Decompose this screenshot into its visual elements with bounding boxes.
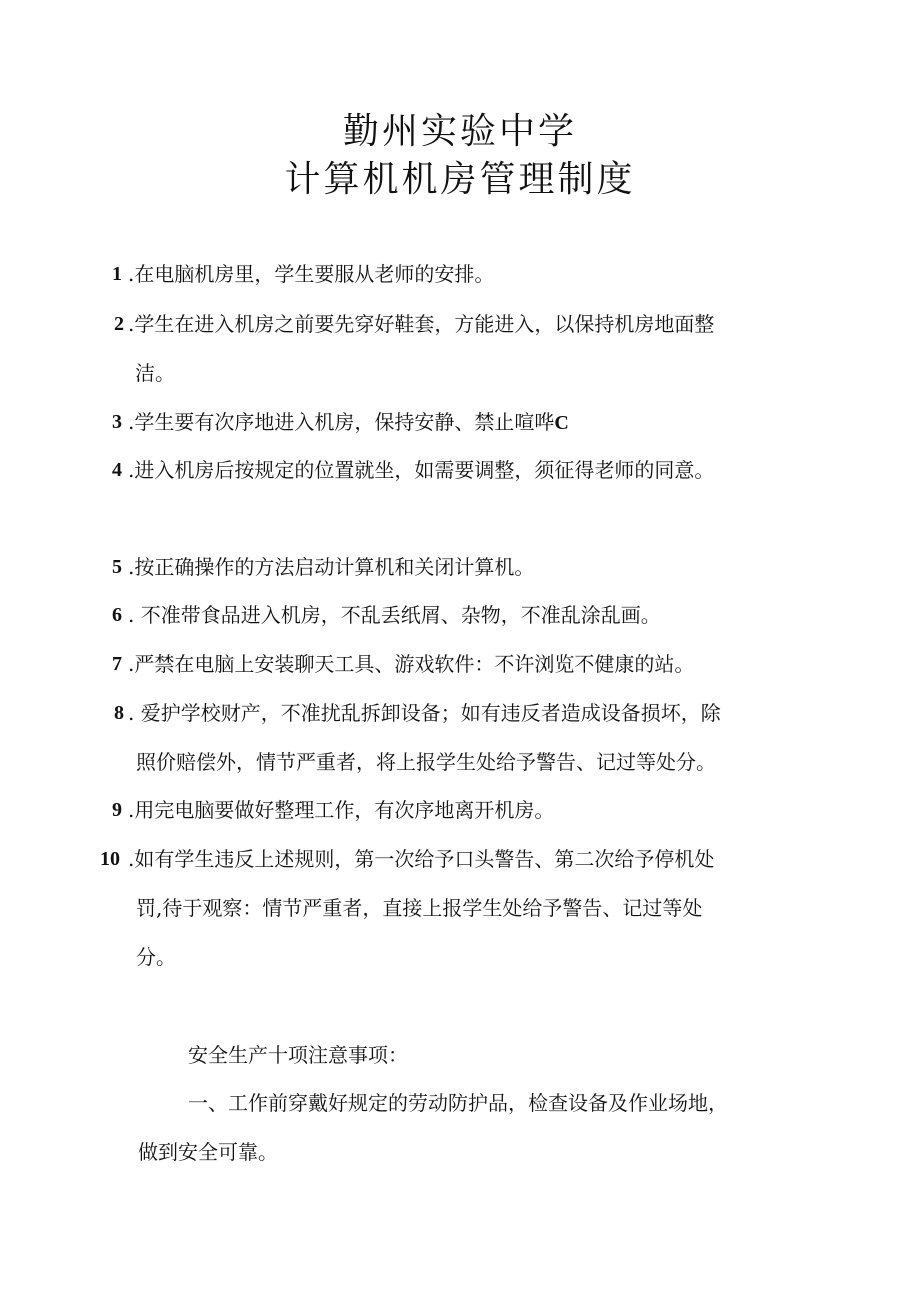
rule-text: .如有学生违反上述规则，第一次给予口头警告、第二次给予停机处 [128, 847, 715, 871]
safety-heading: 安全生产十项注意事项： [188, 1043, 408, 1067]
rule-text: . 爱护学校财产，不准扰乱拆卸设备；如有违反者造成设备损坏，除 [128, 701, 721, 725]
rule-text: .学生在进入机房之前要先穿好鞋套，方能进入，以保持机房地面整 [128, 312, 715, 336]
rule-number: 1 [112, 263, 122, 285]
school-name: 勤州实验中学 [342, 111, 577, 152]
rule-text: .学生要有次序地进入机房，保持安静、禁止喧哗 [128, 410, 555, 434]
safety-item-text: 一、工作前穿戴好规定的劳动防护品，检查设备及作业场地， [188, 1091, 728, 1115]
rule-text: .进入机房后按规定的位置就坐，如需要调整，须征得老师的同意。 [128, 458, 715, 482]
document-title: 计算机机房管理制度 [284, 159, 636, 200]
rule-number: 2 [114, 313, 124, 335]
safety-item-text-continued: 做到安全可靠。 [138, 1140, 278, 1164]
rule-text-continued: 洁。 [135, 361, 175, 385]
rule-text: .在电脑机房里，学生要服从老师的安排。 [128, 262, 495, 286]
rule-text: .按正确操作的方法启动计算机和关闭计算机。 [128, 555, 535, 579]
rule-text-continued: 照价赔偿外，情节严重者，将上报学生处给予警告、记过等处分。 [136, 750, 716, 774]
rule-number: 5 [112, 556, 122, 578]
rule-text-suffix: C [554, 412, 569, 434]
rule-number: 4 [112, 459, 122, 481]
rule-number: 7 [112, 653, 122, 675]
rule-text-continued: 分。 [136, 945, 176, 969]
rule-number: 6 [112, 604, 122, 626]
rule-number: 9 [112, 799, 122, 821]
rule-text: . 不准带食品进入机房，不乱丢纸屑、杂物，不准乱涂乱画。 [128, 603, 661, 627]
rule-text: .用完电脑要做好整理工作，有次序地离开机房。 [128, 798, 555, 822]
rule-number: 10 [100, 848, 120, 870]
rule-text: .严禁在电脑上安装聊天工具、游戏软件：不许浏览不健康的站。 [128, 652, 695, 676]
rule-number: 8 [114, 702, 124, 724]
rule-text-continued: 罚,待于观察：情节严重者，直接上报学生处给予警告、记过等处 [136, 896, 703, 920]
rule-number: 3 [112, 411, 122, 433]
